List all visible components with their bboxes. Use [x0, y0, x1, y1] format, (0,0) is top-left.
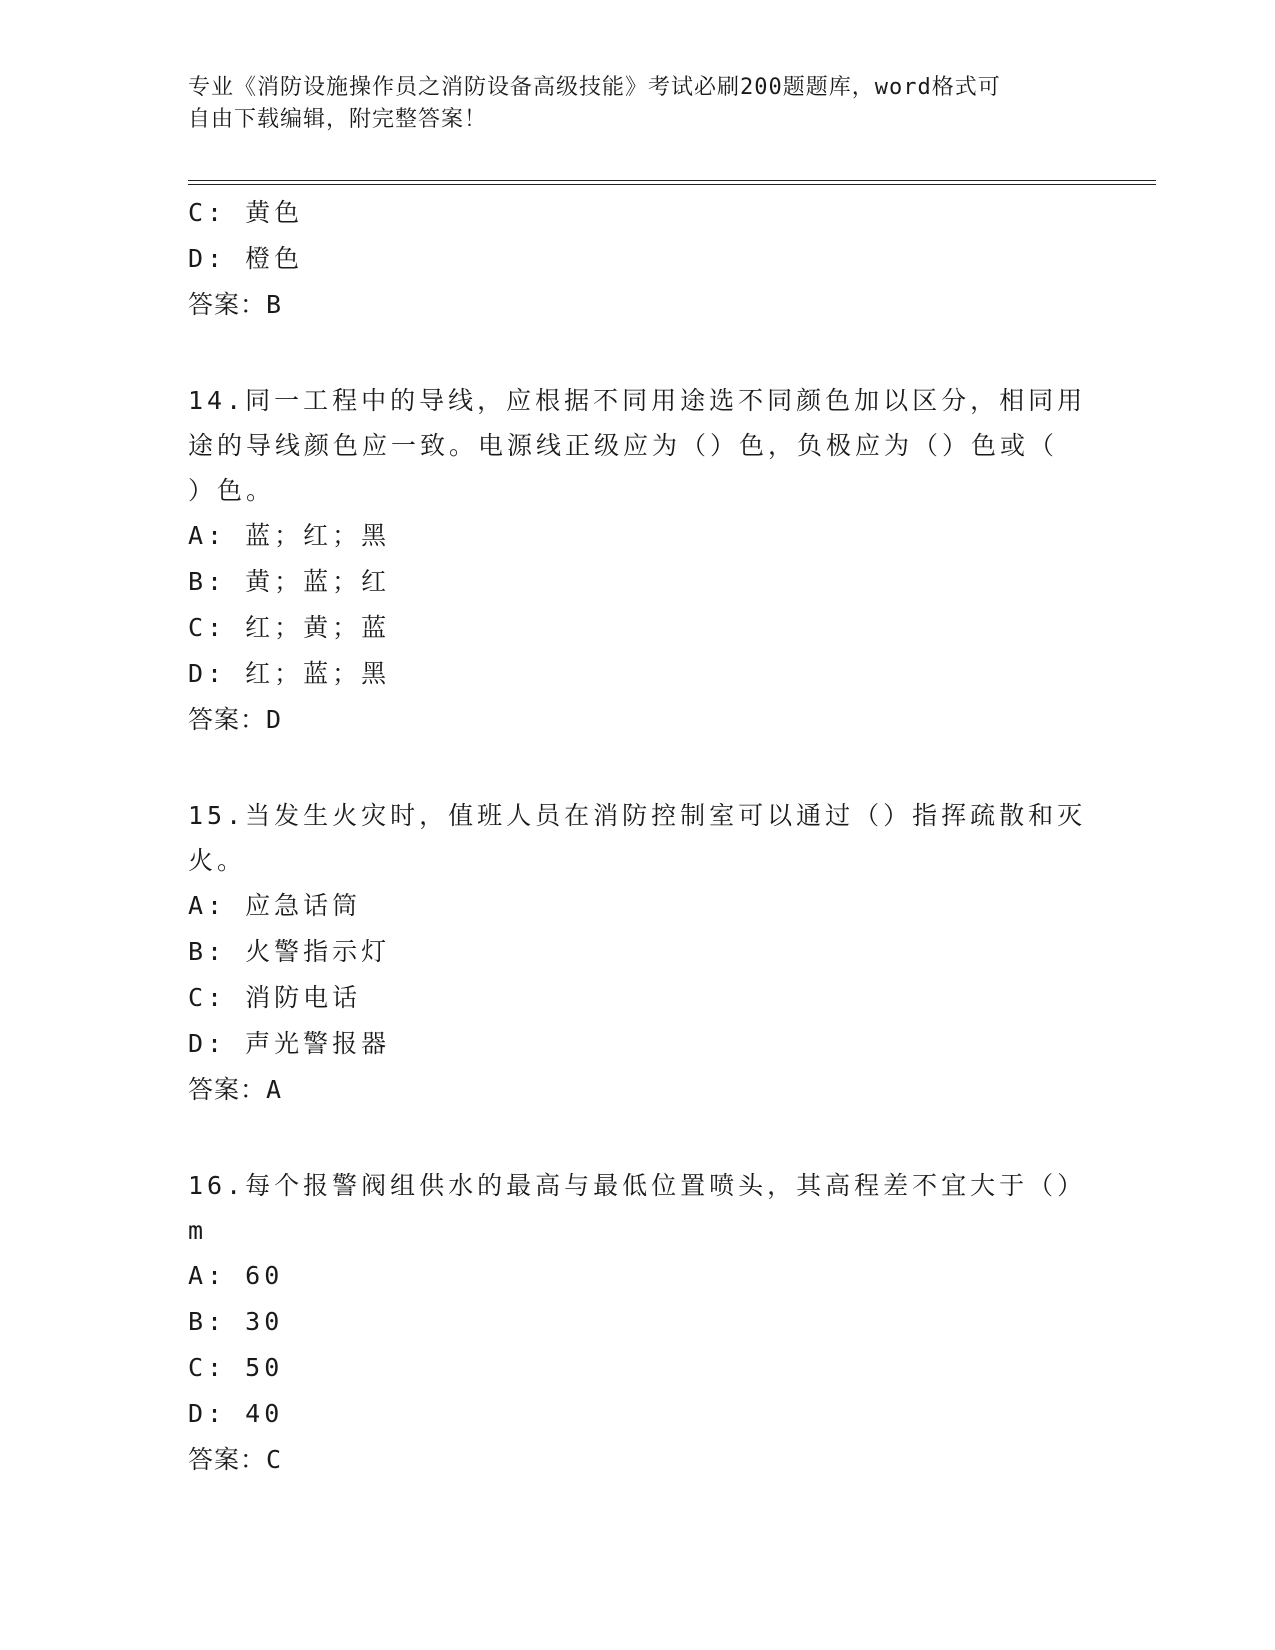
question-13-tail: [188, 190, 1088, 328]
question-text-line: 15.当发生火灾时，值班人员在消防控制室可以通过（）指挥疏散和灭: [188, 801, 1087, 830]
question-text-line: 16.每个报警阀组供水的最高与最低位置喷头，其高程差不宜大于（）: [188, 1171, 1087, 1200]
option-c: C: 红；黄；蓝: [188, 613, 391, 642]
header-divider-bottom: [188, 184, 1156, 185]
question-text-line: ）色。: [188, 476, 276, 505]
option-c: C: 黄色: [188, 198, 304, 227]
option-b: B: 火警指示灯: [188, 937, 391, 966]
option-d: D: 40: [188, 1399, 284, 1428]
header-line-2: 自由下载编辑，附完整答案！: [188, 107, 488, 132]
option-c: C: 消防电话: [188, 983, 362, 1012]
option-c: C: 50: [188, 1353, 284, 1382]
header-divider-top: [188, 180, 1156, 181]
option-b: B: 30: [188, 1307, 284, 1336]
spacer: [188, 743, 1088, 793]
option-a: A: 60: [188, 1261, 284, 1290]
question-text-line: 途的导线颜色应一致。电源线正级应为（）色，负极应为（）色或（: [188, 431, 1059, 460]
option-a: A: 蓝；红；黑: [188, 521, 391, 550]
question-16: [188, 1163, 1088, 1483]
option-b: B: 黄；蓝；红: [188, 567, 391, 596]
document-header: [188, 72, 1068, 136]
question-text-line: m: [188, 1216, 208, 1245]
option-a: A: 应急话筒: [188, 891, 362, 920]
question-text-line: 火。: [188, 846, 247, 875]
option-d: D: 红；蓝；黑: [188, 659, 391, 688]
question-15: [188, 793, 1088, 1113]
answer: 答案：B: [188, 290, 283, 319]
question-14: [188, 378, 1088, 743]
spacer: [188, 1113, 1088, 1163]
spacer: [188, 328, 1088, 378]
option-d: D: 橙色: [188, 244, 304, 273]
question-text-line: 14.同一工程中的导线，应根据不同用途选不同颜色加以区分，相同用: [188, 386, 1087, 415]
document-body: [188, 190, 1088, 1483]
answer: 答案：A: [188, 1075, 283, 1104]
answer: 答案：D: [188, 705, 283, 734]
answer: 答案：C: [188, 1445, 283, 1474]
header-line-1: 专业《消防设施操作员之消防设备高级技能》考试必刷200题题库，word格式可: [188, 75, 1001, 100]
option-d: D: 声光警报器: [188, 1029, 391, 1058]
